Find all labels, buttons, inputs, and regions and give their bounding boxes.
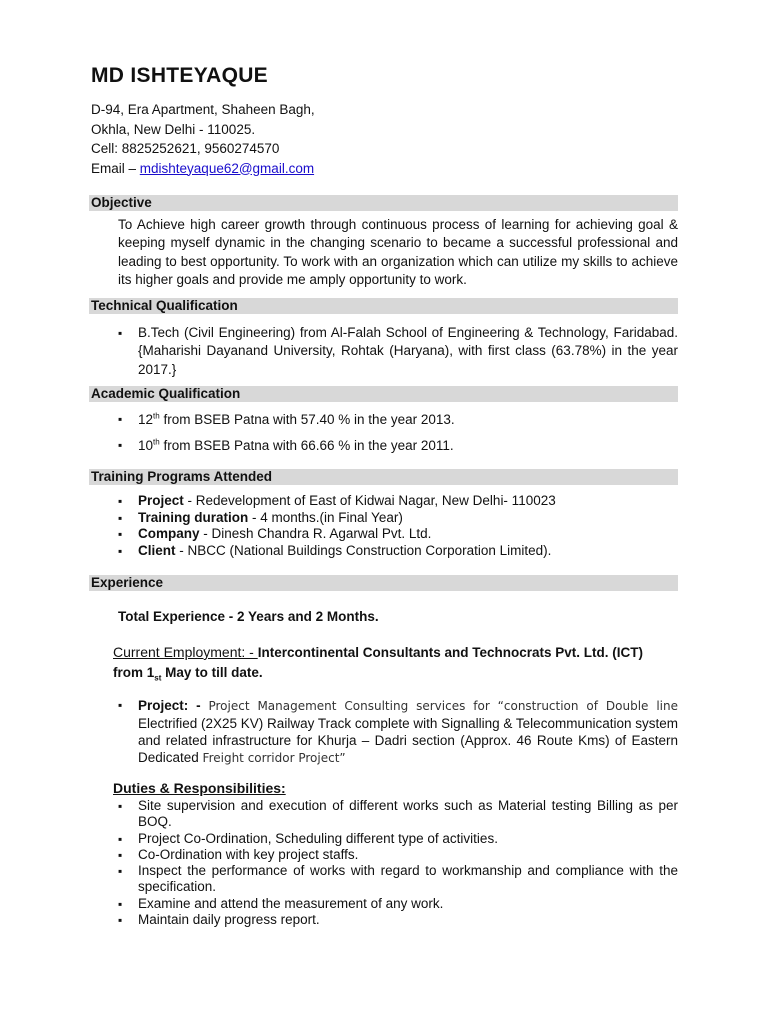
technical-list xyxy=(118,324,678,379)
list-item: ▪ Maintain daily progress report. xyxy=(118,912,678,928)
list-item: ▪ Inspect the performance of works with regard to workmanship and compliance with the specification. xyxy=(118,863,678,896)
list-item: ▪ 10th from BSEB Patna with 66.66 % in the year 2011. xyxy=(118,437,678,454)
list-item: ▪ Client - NBCC (National Buildings Construction Corporation Limited). xyxy=(118,543,678,560)
candidate-name: MD ISHTEYAQUE xyxy=(91,64,268,87)
technical-heading: Technical Qualification xyxy=(89,298,678,314)
experience-heading: Experience xyxy=(89,575,678,591)
academic-list xyxy=(118,411,678,454)
duties-heading: Duties & Responsibilities: xyxy=(113,780,286,796)
list-item: ▪ Site supervision and execution of different works such as Material testing Billing as per BOQ. xyxy=(118,798,678,831)
objective-heading: Objective xyxy=(89,195,678,211)
list-item: ▪ Company - Dinesh Chandra R. Agarwal Pvt. Ltd. xyxy=(118,526,678,543)
current-employment-label: Current Employment: - xyxy=(113,644,258,660)
email-link[interactable]: mdishteyaque62@gmail.com xyxy=(139,160,315,176)
list-item: ▪ 12th from BSEB Patna with 57.40 % in the year 2013. xyxy=(118,411,678,428)
list-item: ▪ Training duration - 4 months.(in Final Year) xyxy=(118,510,678,527)
current-employment: Current Employment: - Intercontinental Consultants and Technocrats Pvt. Ltd. (ICT) from $1_{st}$ May to till date. xyxy=(113,644,643,683)
list-item: ▪ Project - Redevelopment of East of Kidwai Nagar, New Delhi- 110023 xyxy=(118,493,678,510)
list-item: ▪ Co-Ordination with key project staffs. xyxy=(118,847,678,863)
list-item: ▪ B.Tech (Civil Engineering) from Al-Falah School of Engineering & Technology, Faridabad.{Maharishi Dayanand University, Rohtak (Haryana), with first class (63.78%) in the year 2017.} xyxy=(118,324,678,379)
training-list xyxy=(118,493,678,559)
total-experience: Total Experience - 2 Years and 2 Months. xyxy=(118,609,379,624)
email-label: Email – xyxy=(91,160,140,176)
list-item: ▪ Project: - Project Management Consulting services for “construction of Double line Electrified (2X25 KV) Railway Track complete with Signalling & Telecommunication system and related infrastructure for Khurja – Dadri section (Approx. 46 Route Kms) of Eastern Dedicated Freight corridor Project” xyxy=(118,697,678,767)
list-item: ▪ Examine and attend the measurement of any work. xyxy=(118,896,678,912)
email-line xyxy=(91,159,315,179)
list-item: ▪ Project Co-Ordination, Scheduling different type of activities. xyxy=(118,831,678,847)
cell-numbers: Cell: 8825252621, 9560274570 xyxy=(91,141,280,156)
training-heading: Training Programs Attended xyxy=(89,469,678,485)
project-label: Project: - xyxy=(138,698,209,713)
contact-block xyxy=(91,100,315,178)
project-list xyxy=(118,697,678,767)
address-line-1: D-94, Era Apartment, Shaheen Bagh, xyxy=(91,102,315,117)
current-company: Intercontinental Consultants and Technocrats Pvt. Ltd. (ICT) xyxy=(257,645,643,660)
objective-text: To Achieve high career growth through continuous process of learning for achieving goal & keeping myself dynamic in the changing scenario to became a successful professional and leading to best opportunity. To work with an organization which can utilize my skills to achieve its higher goals and provide me amply opportunity to work. xyxy=(118,217,678,287)
address-line-2: Okhla, New Delhi - 110025. xyxy=(91,121,256,137)
duties-list xyxy=(118,798,678,928)
academic-heading: Academic Qualification xyxy=(89,386,678,402)
